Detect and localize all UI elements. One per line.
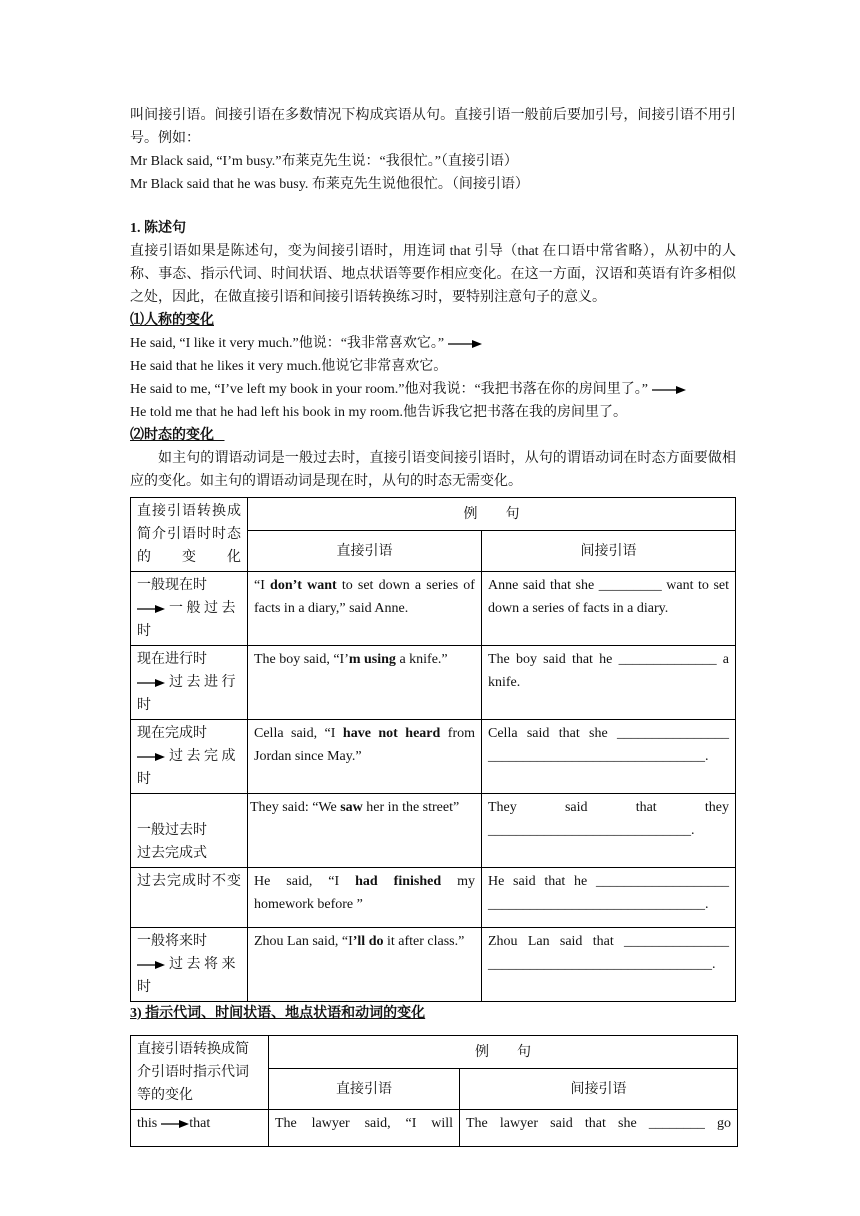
direct-speech-cell <box>248 646 482 720</box>
header-indirect-cell: 间接引语 <box>482 531 736 572</box>
tense-from: 一般将来时 <box>137 934 207 949</box>
table-row <box>131 720 736 794</box>
tense-to-text: 过 去 将 来 时 <box>137 957 236 995</box>
person-example-1a <box>130 332 736 355</box>
change-cell <box>131 1110 269 1147</box>
arrow-right-icon <box>161 1119 189 1129</box>
intro-line: 叫间接引语。间接引语在多数情况下构成宾语从句。直接引语一般前后要加引号，间接引语不用引号。例如： <box>130 108 736 146</box>
document-page <box>130 104 736 1147</box>
direct-text: “I <box>254 578 271 593</box>
tense-change-cell <box>131 572 248 646</box>
header-examples-cell: 例 句 <box>269 1036 738 1069</box>
direct-text: The boy said, “I’ <box>254 652 349 667</box>
tense-to <box>137 671 241 717</box>
tense-from: 一般现在时 <box>137 578 207 593</box>
person-example-1a-text: He said, “I like it very much.”他说：“我非常喜欢它。” <box>130 336 445 351</box>
indirect-cell: The lawyer said that she ________ go <box>460 1110 738 1147</box>
direct-text-end: from Jordan since May.” <box>254 726 476 764</box>
tense-paragraph: 如主句的谓语动词是一般过去时，直接引语变间接引语时，从句的谓语动词在时态方面要做相应的变化。如主句的谓语动词是现在时，从句的时态无需变化。 <box>130 451 736 489</box>
arrow-right-icon <box>652 385 686 395</box>
section-title-demonstratives: 3) 指示代词、时间状语、地点状语和动词的变化 <box>130 1006 426 1021</box>
example-direct: Mr Black said, “I’m busy.”布莱克先生说：“我很忙。”（直接引语） <box>130 154 518 169</box>
tense-change-cell <box>131 928 248 1002</box>
tense-to <box>137 842 241 865</box>
tense-change-cell <box>131 794 248 868</box>
tense-from: 一般过去时 <box>137 823 207 838</box>
subsection-title-tense <box>130 424 736 447</box>
tense-to-text: 过 去 完 成 时 <box>137 749 236 787</box>
tense-to <box>137 953 241 999</box>
direct-speech-cell <box>248 794 482 868</box>
arrow-right-icon <box>137 960 165 970</box>
table-row <box>131 794 736 868</box>
direct-speech-cell <box>248 572 482 646</box>
indirect-speech-cell: Cella said that she ________________ _______________________________. <box>482 720 736 794</box>
table-header-row <box>131 1036 738 1069</box>
demonstrative-table <box>130 1035 738 1147</box>
direct-text-end: it after class.” <box>383 934 465 949</box>
indirect-speech-cell: He said that he ___________________ _______________________________. <box>482 868 736 928</box>
tense-from: 过去完成时不变 <box>137 874 241 889</box>
tense-from: 现在进行时 <box>137 652 207 667</box>
tense-to-text: 一 般 过 去 时 <box>137 601 236 639</box>
header-label-cell: 直接引语转换成简介引语时时态的变化 <box>131 498 248 572</box>
tense-title-text: ⑵时态的变化 <box>130 428 214 443</box>
tense-to <box>137 597 241 643</box>
indirect-speech-cell: The boy said that he ______________ a knife. <box>482 646 736 720</box>
direct-text: They said: “We <box>250 800 341 815</box>
header-indirect-cell: 间接引语 <box>460 1069 738 1110</box>
direct-speech-cell <box>248 928 482 1002</box>
example-indirect: Mr Black said that he was busy. 布莱克先生说他很忙。（间接引语） <box>130 177 529 192</box>
direct-text-end: my homework before ” <box>254 874 475 912</box>
direct-text: Cella said, “I <box>254 726 343 741</box>
direct-cell: The lawyer said, “I will <box>269 1110 460 1147</box>
direct-speech-cell <box>248 868 482 928</box>
subsection-title-person: ⑴人称的变化 <box>130 313 214 328</box>
table-header-row <box>131 498 736 531</box>
direct-verb-bold: m using <box>348 652 396 667</box>
table-row <box>131 646 736 720</box>
arrow-right-icon <box>137 752 165 762</box>
table-row <box>131 928 736 1002</box>
section-title-statements: 1. 陈述句 <box>130 221 186 236</box>
person-example-2b: He told me that he had left his book in my room.他告诉我它把书落在我的房间里了。 <box>130 405 627 420</box>
tense-to <box>137 745 241 791</box>
person-example-1b: He said that he likes it very much.他说它非常喜欢它。 <box>130 359 448 374</box>
direct-verb-bold: don’t want <box>270 578 337 593</box>
indirect-speech-cell: Anne said that she _________ want to set down a series of facts in a diary. <box>482 572 736 646</box>
table-row <box>131 1110 738 1147</box>
tense-to-text: 过 去 进 行 时 <box>137 675 236 713</box>
arrow-right-icon <box>137 604 165 614</box>
header-direct-cell: 直接引语 <box>269 1069 460 1110</box>
header-label-cell: 直接引语转换成简介引语时指示代词等的变化 <box>131 1036 269 1110</box>
direct-verb-bold: had finished <box>355 874 442 889</box>
header-examples-cell: 例 句 <box>248 498 736 531</box>
table-row <box>131 572 736 646</box>
tense-table <box>130 497 736 1002</box>
direct-text: Zhou Lan said, “I <box>254 934 353 949</box>
person-example-2a <box>130 378 736 401</box>
direct-text-end: to set down a series of facts in a diary,” said Anne. <box>254 578 475 616</box>
direct-text: He said, “I <box>254 874 356 889</box>
indirect-speech-cell: They said that they _____________________________. <box>482 794 736 868</box>
section-paragraph: 直接引语如果是陈述句，变为间接引语时，用连词 that 引导（that 在口语中常省略），从初中的人称、事态、指示代词、时间状语、地点状语等要作相应变化。在这一方面，汉语和英语有许多相似之处，因此，在做直接引语和间接引语转换练习时，要特别注意句子的意义。 <box>130 244 736 305</box>
table-row <box>131 868 736 928</box>
change-to: that <box>189 1116 211 1131</box>
change-from: this <box>137 1116 158 1131</box>
direct-verb-bold: ’ll do <box>352 934 384 949</box>
person-example-2a-text: He said to me, “I’ve left my book in your room.”他对我说：“我把书落在你的房间里了。” <box>130 382 648 397</box>
header-direct-cell: 直接引语 <box>248 531 482 572</box>
tense-change-cell <box>131 868 248 928</box>
direct-text-end: her in the street” <box>362 800 460 815</box>
direct-verb-bold: saw <box>340 800 363 815</box>
indirect-speech-cell: Zhou Lan said that _______________ ________________________________. <box>482 928 736 1002</box>
direct-verb-bold: have not heard <box>342 726 441 741</box>
spacer <box>130 196 736 217</box>
tense-from: 现在完成时 <box>137 726 207 741</box>
tense-to-text: 过去完成式 <box>137 846 207 861</box>
direct-speech-cell <box>248 720 482 794</box>
arrow-right-icon <box>137 678 165 688</box>
arrow-right-icon <box>448 339 482 349</box>
direct-text-end: a knife.” <box>395 652 448 667</box>
tense-change-cell <box>131 646 248 720</box>
tense-change-cell <box>131 720 248 794</box>
